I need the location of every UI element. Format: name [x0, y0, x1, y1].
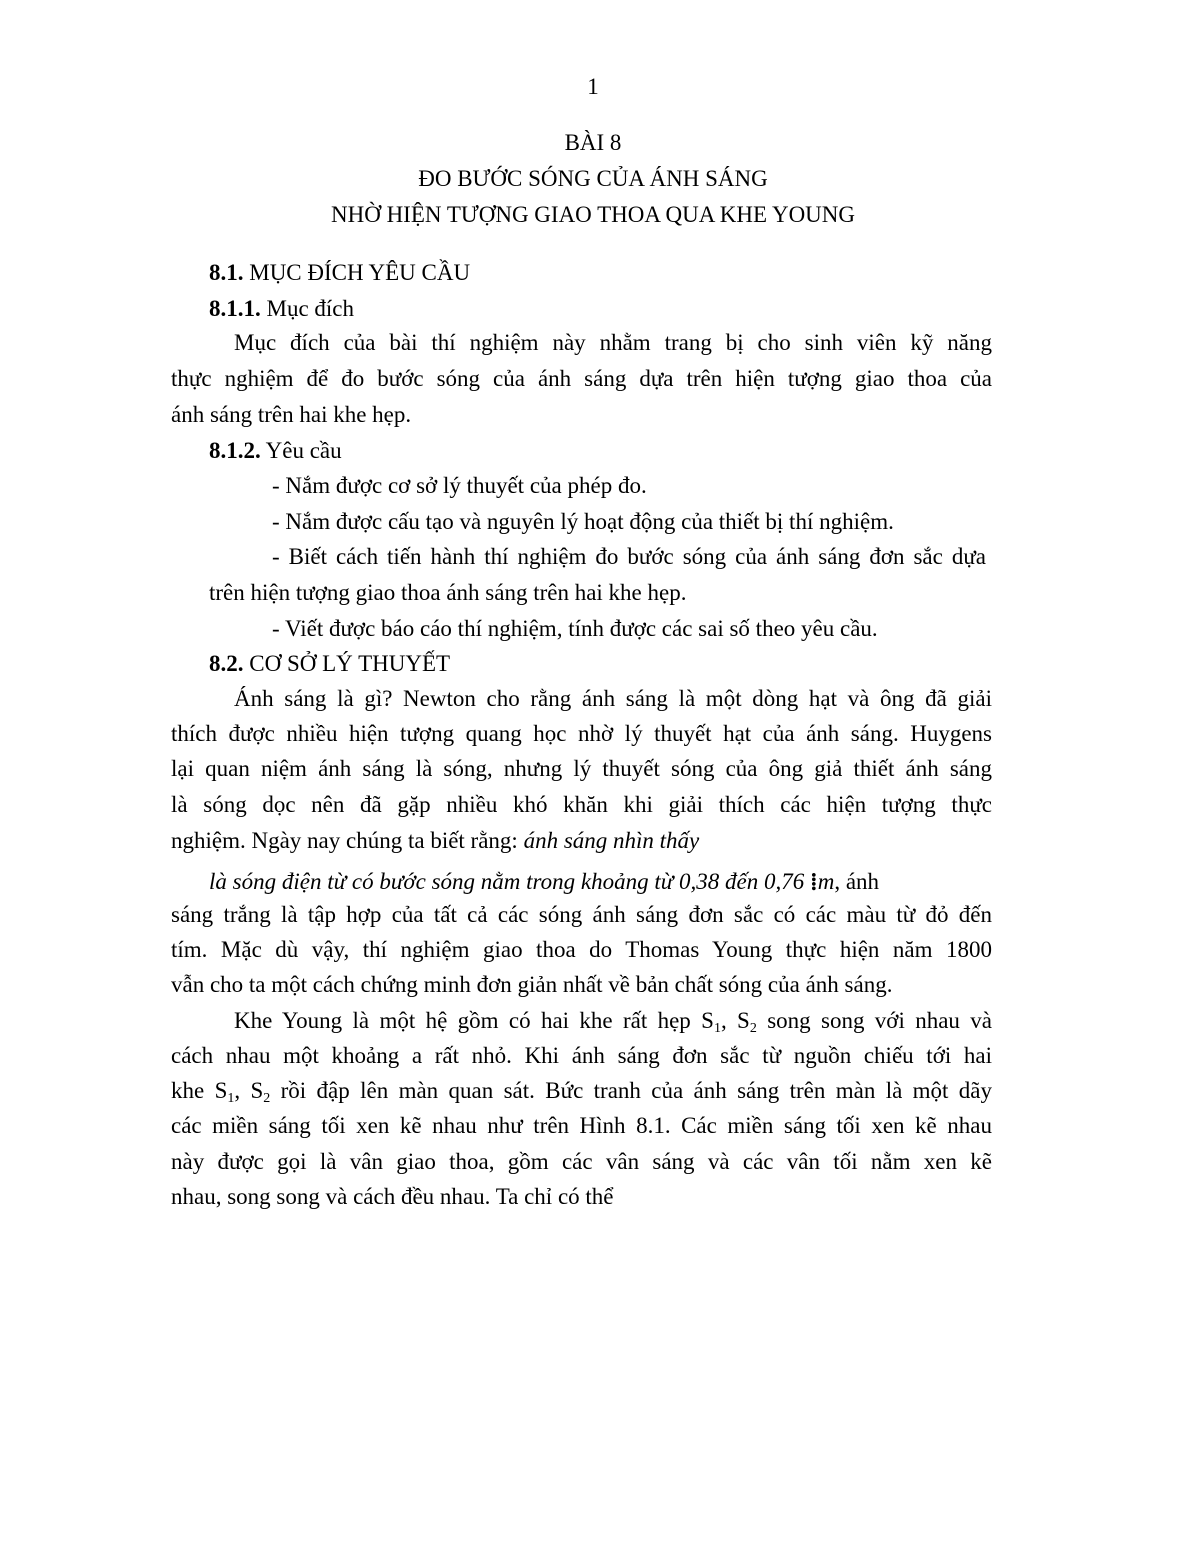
- heading-8-2: [209, 649, 450, 679]
- theory-p1-line-2: thích được nhiều hiện tượng quang học nhờ lý thuyết hạt của ánh sáng. Huygens: [171, 721, 992, 746]
- theory-p1-line-3: lại quan niệm ánh sáng là sóng, nhưng lý thuyết sóng của ông giả thiết ánh sáng: [171, 756, 992, 781]
- heading-8-1-2-number: 8.1.2.: [209, 438, 261, 463]
- theory-p1-line-6-unit: m: [817, 869, 835, 894]
- subscript-1: 1: [713, 1021, 721, 1036]
- theory-p2-line-5: này được gọi là vân giao thoa, gồm các vân sáng và các vân tối nằm xen kẽ: [171, 1149, 992, 1174]
- heading-8-2-title: CƠ SỞ LÝ THUYẾT: [243, 651, 451, 676]
- purpose-line-1: Mục đích của bài thí nghiệm này nhằm trang bị cho sinh viên kỹ năng: [234, 330, 992, 355]
- theory-p2-line-3-a: khe S: [171, 1078, 228, 1103]
- theory-p1-line-5: [171, 826, 699, 856]
- heading-8-1-1-number: 8.1.1.: [209, 296, 261, 321]
- heading-8-1-1-title: Mục đích: [260, 296, 355, 321]
- theory-p2-line-4: các miền sáng tối xen kẽ nhau như trên Hình 8.1. Các miền sáng tối xen kẽ nhau: [171, 1113, 992, 1138]
- theory-p1-line-6-text: , ánh: [834, 869, 880, 894]
- theory-p2-line-3-b: , S: [234, 1078, 264, 1103]
- theory-p1-line-6: [209, 867, 879, 897]
- lesson-number: BÀI 8: [564, 130, 622, 155]
- heading-8-1-2: [209, 436, 342, 466]
- theory-p1-line-8: tím. Mặc dù vậy, thí nghiệm giao thoa do Thomas Young thực hiện năm 1800: [171, 937, 992, 962]
- purpose-line-3: ánh sáng trên hai khe hẹp.: [171, 402, 412, 427]
- requirement-item-3: - Biết cách tiến hành thí nghiệm đo bước sóng của ánh sáng đơn sắc dựa: [272, 544, 986, 569]
- requirement-item-2: - Nắm được cấu tạo và nguyên lý hoạt động của thiết bị thí nghiệm.: [272, 509, 894, 534]
- theory-p1-line-5-text: nghiệm. Ngày nay chúng ta biết rằng:: [171, 828, 524, 853]
- theory-p2-line-1-b: , S: [720, 1008, 750, 1033]
- title-line-2: NHỜ HIỆN TƯỢNG GIAO THOA QUA KHE YOUNG: [330, 202, 856, 227]
- theory-p2-line-1-c: song song với nhau và: [756, 1008, 992, 1033]
- heading-8-1-number: 8.1.: [209, 260, 244, 285]
- micro-symbol: ⁞: [810, 869, 818, 894]
- requirement-item-1: - Nắm được cơ sở lý thuyết của phép đo.: [272, 473, 647, 498]
- purpose-line-2: thực nghiệm để đo bước sóng của ánh sáng dựa trên hiện tượng giao thoa của: [171, 366, 992, 391]
- theory-p2-line-1-a: Khe Young là một hệ gồm có hai khe rất hẹp S: [234, 1008, 714, 1033]
- theory-p1-line-1: Ánh sáng là gì? Newton cho rằng ánh sáng là một dòng hạt và ông đã giải: [234, 686, 992, 711]
- subscript-1: 1: [227, 1091, 235, 1106]
- heading-8-1-2-title: Yêu cầu: [260, 438, 342, 463]
- page-number: 1: [587, 74, 599, 99]
- title-line-1: ĐO BƯỚC SÓNG CỦA ÁNH SÁNG: [418, 166, 768, 191]
- heading-8-1-title: MỤC ĐÍCH YÊU CẦU: [243, 260, 471, 285]
- subscript-2: 2: [749, 1021, 757, 1036]
- theory-p2-line-1: [234, 1006, 992, 1036]
- theory-p1-line-5-italic: ánh sáng nhìn thấy: [523, 828, 700, 853]
- heading-8-1-1: [209, 294, 354, 324]
- requirement-item-4: - Viết được báo cáo thí nghiệm, tính được các sai số theo yêu cầu.: [272, 616, 878, 641]
- subscript-2: 2: [263, 1091, 271, 1106]
- theory-p2-line-3-c: rồi đập lên màn quan sát. Bức tranh của ánh sáng trên màn là một dãy: [270, 1078, 992, 1103]
- theory-p2-line-3: [171, 1076, 992, 1106]
- theory-p1-line-6-italic: là sóng điện từ có bước sóng nằm trong khoảng từ 0,38 đến 0,76: [209, 869, 811, 894]
- theory-p1-line-7: sáng trắng là tập hợp của tất cả các sóng ánh sáng đơn sắc có các màu từ đỏ đến: [171, 902, 992, 927]
- heading-8-1: [209, 258, 470, 288]
- theory-p1-line-4: là sóng dọc nên đã gặp nhiều khó khăn khi giải thích các hiện tượng thực: [171, 792, 992, 817]
- theory-p1-line-9: vẫn cho ta một cách chứng minh đơn giản nhất về bản chất sóng của ánh sáng.: [171, 972, 893, 997]
- theory-p2-line-2: cách nhau một khoảng a rất nhỏ. Khi ánh sáng đơn sắc từ nguồn chiếu tới hai: [171, 1043, 992, 1068]
- theory-p2-line-6: nhau, song song và cách đều nhau. Ta chỉ có thể: [171, 1184, 614, 1209]
- heading-8-2-number: 8.2.: [209, 651, 244, 676]
- requirement-item-3-cont: trên hiện tượng giao thoa ánh sáng trên hai khe hẹp.: [209, 580, 687, 605]
